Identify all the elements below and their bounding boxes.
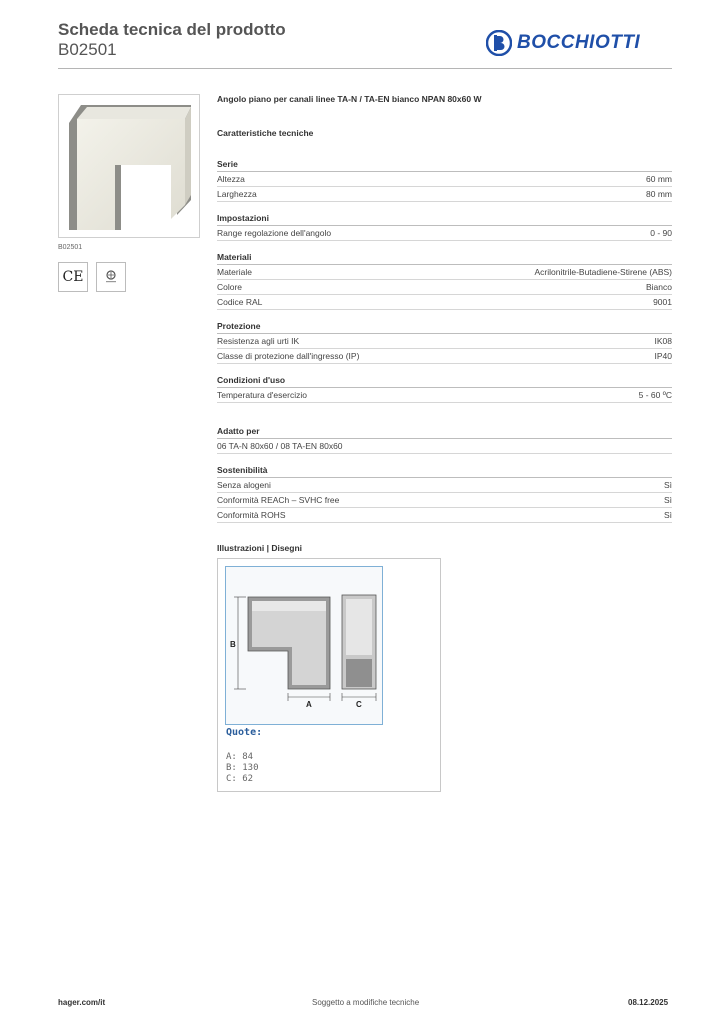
dimension-value: A: 84 [226,752,254,762]
quality-seal-icon [101,267,121,287]
section-materiali [217,251,672,310]
ce-label: CE [62,269,84,285]
product-title: Angolo piano per canali linee TA-N / TA-EN bianco NPAN 80x60 W [217,94,482,104]
footer-website-link[interactable]: hager.com/it [58,998,106,1007]
spec-row [217,295,672,310]
spec-row [217,280,672,295]
spec-row [217,265,672,280]
spec-value: 80 mm [646,189,672,199]
page-title: Scheda tecnica del prodotto [58,20,286,39]
spec-row [217,172,672,187]
spec-value: IK08 [654,336,672,346]
spec-row [217,334,672,349]
spec-label: Classe di protezione dall'ingresso (IP) [217,351,360,361]
spec-row [217,388,672,403]
section-condizioni [217,374,672,403]
dimension-value: B: 130 [226,763,259,773]
section-impostazioni [217,212,672,241]
features-heading: Caratteristiche tecniche [217,128,314,138]
spec-value: 9001 [653,297,672,307]
product-image [58,94,200,238]
dim-a-label: A [306,700,312,709]
brand-name: BOCCHIOTTI [517,32,641,53]
spec-label: Larghezza [217,189,257,199]
spec-row [217,493,672,508]
header-divider [58,68,672,69]
spec-value: Bianco [646,282,672,292]
image-caption: B02501 [58,244,83,251]
spec-label: Conformità ROHS [217,510,286,520]
section-protezione [217,320,672,364]
spec-value: 0 - 90 [650,228,672,238]
dim-c-label: C [356,700,362,709]
dimension-value: C: 62 [226,774,254,784]
spec-value: Acrilonitrile-Butadiene-Stirene (ABS) [534,267,672,277]
section-heading: Impostazioni [217,212,672,226]
section-heading: Serie [217,158,672,172]
flat-angle-product-icon [59,95,199,237]
spec-label: 06 TA-N 80x60 / 08 TA-EN 80x60 [217,441,343,451]
spec-row [217,478,672,493]
spec-label: Temperatura d'esercizio [217,390,307,400]
spec-row [217,439,672,454]
brand-logo [486,28,640,58]
section-serie [217,158,672,202]
ce-mark-icon [58,262,88,292]
spec-label: Codice RAL [217,297,263,307]
section-heading: Sostenibilità [217,464,672,478]
drawing-frame [225,566,383,725]
section-sostenibilita [217,464,672,523]
product-code: B02501 [58,40,117,59]
spec-value: 60 mm [646,174,672,184]
spec-sheet [217,94,672,555]
illustrations-heading: Illustrazioni | Disegni [217,543,303,553]
bocchiotti-b-icon [486,30,512,56]
spec-label: Colore [217,282,243,292]
section-heading: Materiali [217,251,672,265]
dimension-drawing-icon [226,567,382,724]
spec-value: Sì [663,495,672,505]
spec-row [217,508,672,523]
spec-row [217,226,672,241]
spec-row [217,187,672,202]
spec-value: Sì [663,480,672,490]
footer-date: 08.12.2025 [628,998,669,1007]
spec-label: Conformità REACh – SVHC free [217,495,340,505]
section-adatto [217,425,672,454]
section-heading: Condizioni d'uso [217,374,672,388]
section-heading: Protezione [217,320,672,334]
spec-value: IP40 [654,351,672,361]
certification-mark-icon [96,262,126,292]
spec-value: Sì [663,510,672,520]
spec-label: Resistenza agli urti IK [217,336,300,346]
spec-label: Range regolazione dell'angolo [217,228,332,238]
spec-row [217,349,672,364]
spec-value: 5 - 60 ºC [638,390,672,400]
dim-b-label: B [230,640,236,649]
spec-label: Materiale [217,267,252,277]
spec-label: Senza alogeni [217,480,271,490]
footer-disclaimer: Soggetto a modifiche tecniche [312,998,420,1007]
spec-label: Altezza [217,174,245,184]
section-heading: Adatto per [217,425,672,439]
quote-label: Quote: [226,727,263,738]
technical-drawing [217,558,441,792]
